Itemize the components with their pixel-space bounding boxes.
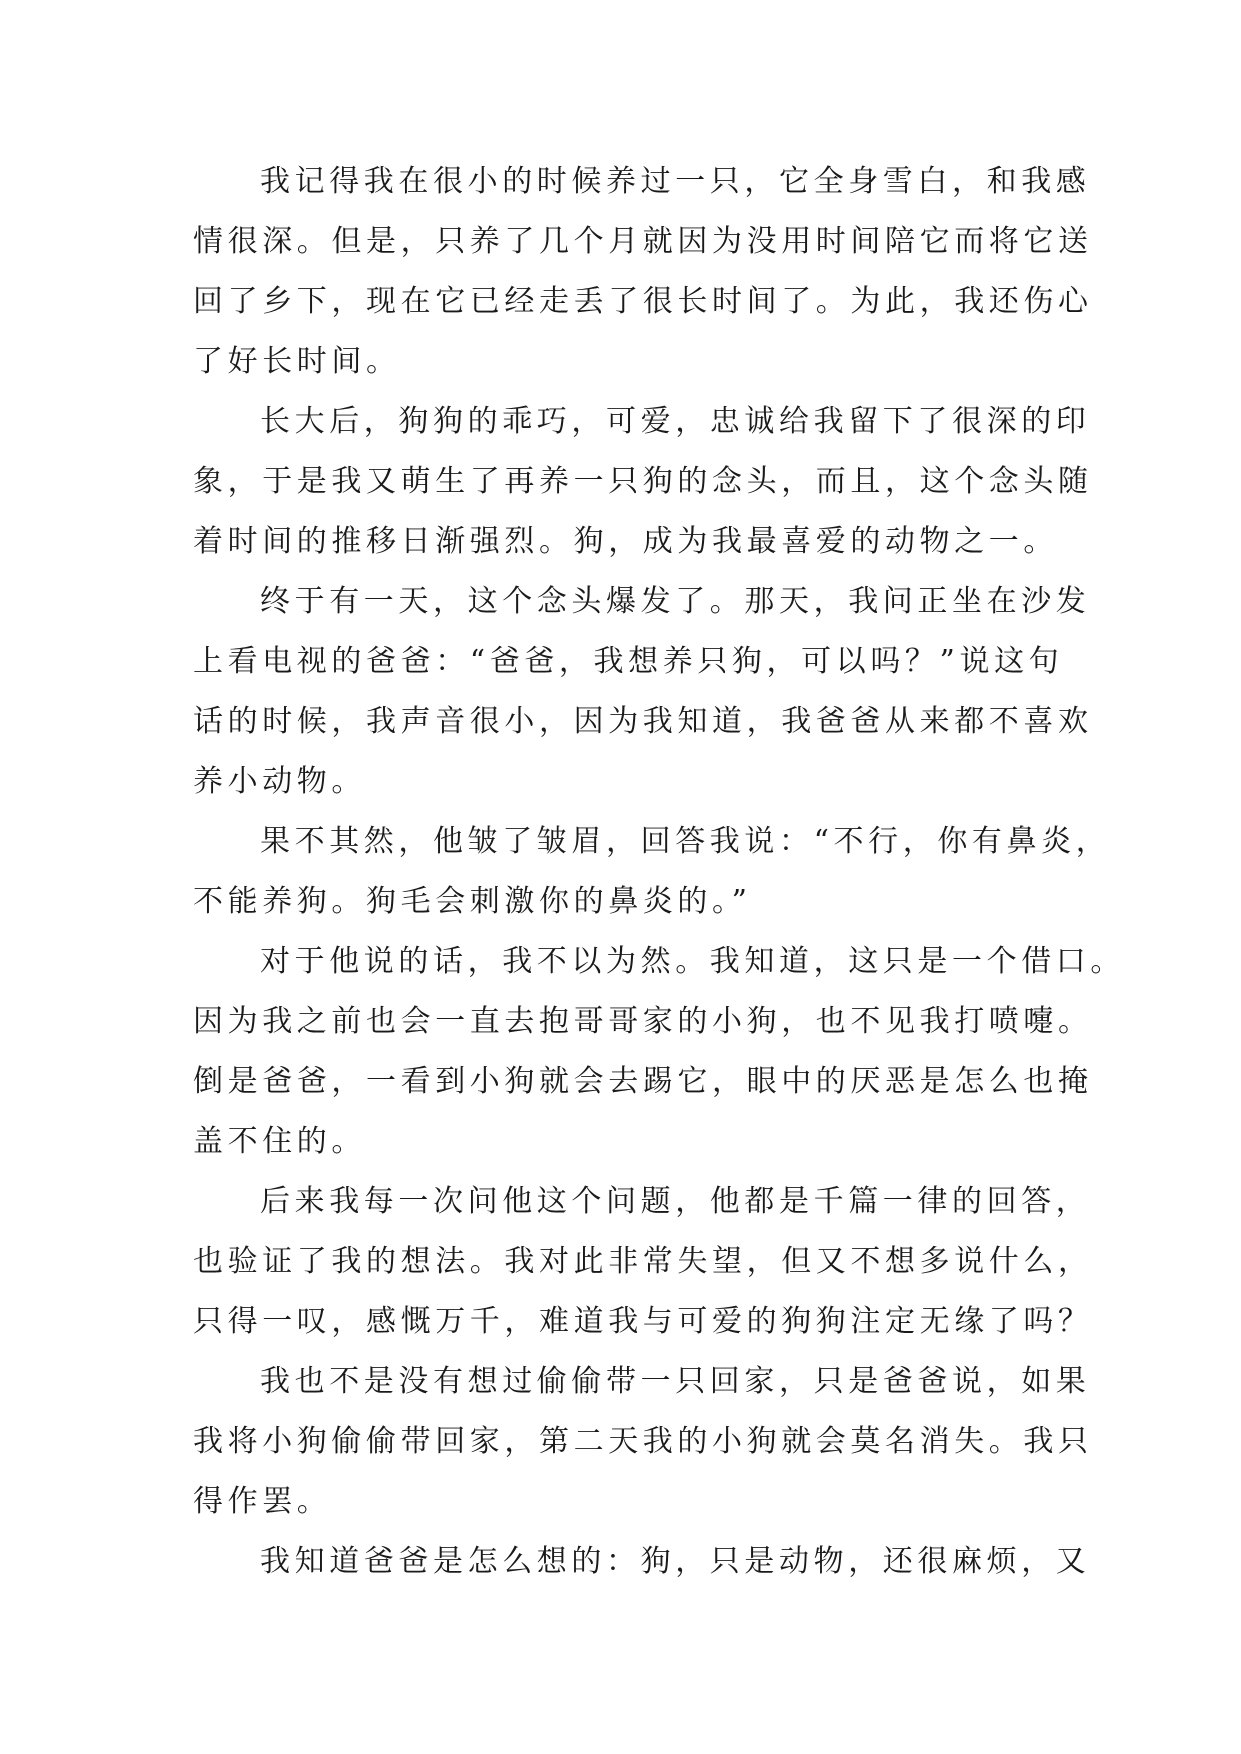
paragraph-line: 养小动物。 <box>193 764 366 799</box>
paragraph-1 <box>193 152 1093 392</box>
paragraph-line: 回了乡下，现在它已经走丢了很长时间了。为此，我还伤心 <box>193 284 1093 319</box>
paragraph-line: 上看电视的爸爸：“爸爸，我想养只狗，可以吗？”说这句 <box>193 644 1064 679</box>
paragraph-line: 我记得我在很小的时候养过一只，它全身雪白，和我感 <box>260 164 1091 199</box>
paragraph-line: 也验证了我的想法。我对此非常失望，但又不想多说什么， <box>193 1244 1093 1279</box>
paragraph-2 <box>193 392 1093 572</box>
paragraph-line: 象，于是我又萌生了再养一只狗的念头，而且，这个念头随 <box>193 464 1093 499</box>
paragraph-line: 话的时候，我声音很小，因为我知道，我爸爸从来都不喜欢 <box>193 704 1093 739</box>
paragraph-line: 我也不是没有想过偷偷带一只回家，只是爸爸说，如果 <box>260 1364 1091 1399</box>
paragraph-line: 我将小狗偷偷带回家，第二天我的小狗就会莫名消失。我只 <box>193 1424 1093 1459</box>
paragraph-6 <box>193 1172 1093 1352</box>
paragraph-line: 因为我之前也会一直去抱哥哥家的小狗，也不见我打喷嚏。 <box>193 1004 1093 1039</box>
paragraph-7 <box>193 1352 1093 1532</box>
paragraph-line: 我知道爸爸是怎么想的：狗，只是动物，还很麻烦，又 <box>260 1544 1091 1579</box>
paragraph-line: 了好长时间。 <box>193 344 401 379</box>
paragraph-line: 果不其然，他皱了皱眉，回答我说：“不行，你有鼻炎， <box>260 824 1111 859</box>
paragraph-line: 倒是爸爸，一看到小狗就会去踢它，眼中的厌恶是怎么也掩 <box>193 1064 1093 1099</box>
paragraph-5 <box>193 932 1125 1172</box>
paragraph-line: 着时间的推移日渐强烈。狗，成为我最喜爱的动物之一。 <box>193 524 1058 559</box>
article-body <box>193 152 1125 1592</box>
paragraph-8 <box>193 1532 1091 1592</box>
paragraph-line: 终于有一天，这个念头爆发了。那天，我问正坐在沙发 <box>260 584 1091 619</box>
paragraph-line: 得作罢。 <box>193 1484 332 1519</box>
paragraph-line: 对于他说的话，我不以为然。我知道，这只是一个借口。 <box>260 944 1125 979</box>
paragraph-line: 后来我每一次问他这个问题，他都是千篇一律的回答， <box>260 1184 1091 1219</box>
paragraph-4 <box>193 812 1111 932</box>
paragraph-line: 情很深。但是，只养了几个月就因为没用时间陪它而将它送 <box>193 224 1093 259</box>
paragraph-line: 不能养狗。狗毛会刺激你的鼻炎的。” <box>193 884 752 919</box>
paragraph-line: 盖不住的。 <box>193 1124 366 1159</box>
paragraph-line: 只得一叹，感慨万千，难道我与可爱的狗狗注定无缘了吗？ <box>193 1304 1093 1339</box>
paragraph-line: 长大后，狗狗的乖巧，可爱，忠诚给我留下了很深的印 <box>260 404 1091 439</box>
paragraph-3 <box>193 572 1093 812</box>
